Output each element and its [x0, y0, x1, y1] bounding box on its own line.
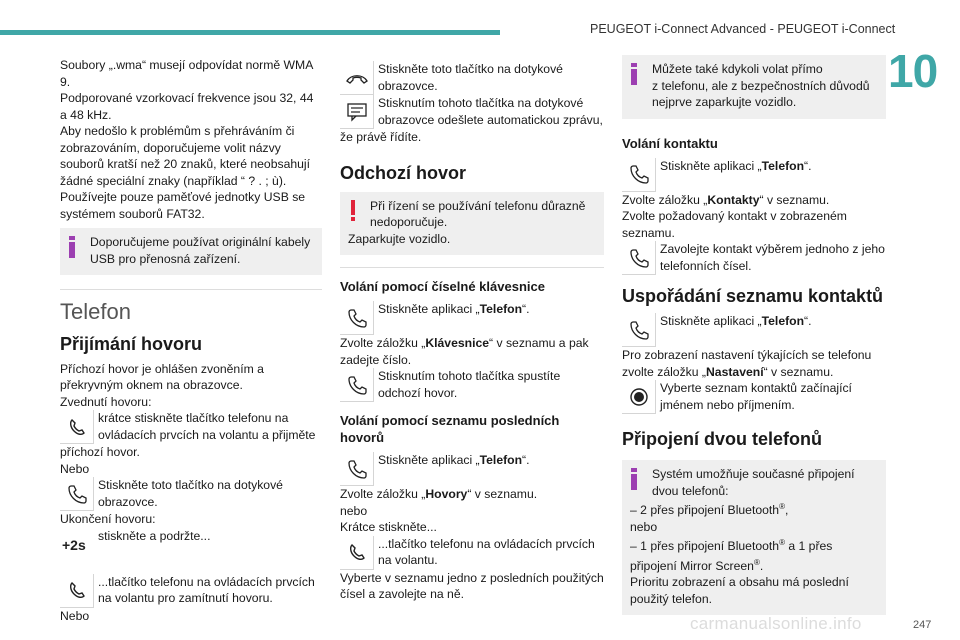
steering-phone-button-icon [340, 536, 374, 570]
info-box-two-phones: Systém umožňuje současné připojení dvou telefonů: – 2 přes připojení Bluetooth®, nebo – 1 přes připojení Bluetooth® a 1 přes připojení Mirror Screen®. Prioritu zobrazení a obsahu má poslední použitý telefon. [622, 460, 886, 615]
two-mirror: – 1 přes připojení Bluetooth® a 1 přes připojení Mirror Screen®. [630, 538, 833, 573]
phone-handset-icon [340, 452, 374, 486]
answer-step-wheel: krátce stiskněte tlačítko telefonu na ovládacích prvcích na volantu a přijměte [60, 410, 322, 444]
info-box-cables [60, 228, 322, 275]
sort-step-2: Pro zobrazení nastavení týkajících se telefonu zvolte záložku „Nastavení“ v seznamu. [622, 348, 872, 379]
press-hold-2s-icon [60, 528, 94, 562]
sms-step: Stisknutím tohoto tlačítka na dotykové obrazovce odešlete automatickou zprávu, [340, 95, 604, 129]
steering-phone-button-icon [60, 574, 94, 608]
contact-step-4: Zavolejte kontakt výběrem jednoho z jeho telefonních čísel. [622, 241, 886, 275]
column-2 [340, 61, 604, 603]
recent-step-1: Stiskněte aplikaci „Telefon“. [340, 452, 604, 486]
watermark: carmanualsonline.info [690, 614, 862, 633]
keypad-step-1: Stiskněte aplikaci „Telefon“. [340, 301, 604, 335]
recent-select: Vyberte v seznamu jedno z posledních použitých čísel a zavolejte na ně. [340, 570, 604, 601]
end-step-hold: +2s stiskněte a podržte... [60, 528, 322, 562]
phone-handset-icon [340, 301, 374, 335]
contact-step-3: Zvolte požadovaný kontakt v zobrazeném seznamu. [622, 209, 847, 240]
svg-text:+2s: +2s [62, 536, 86, 553]
or-label-3: nebo [340, 503, 368, 518]
end-label: Ukončení hovoru: [60, 512, 156, 526]
or-label-2: Nebo [60, 608, 90, 623]
hangup-step: Stiskněte toto tlačítko na dotykové obrazovce. [340, 61, 604, 95]
warning-box: Při řízení se používání telefonu důrazně nedoporučuje. Zaparkujte vozidlo. [340, 192, 604, 256]
steering-phone-button-icon [60, 410, 94, 444]
info-icon [69, 236, 75, 258]
filename-note: Aby nedošlo k problémům s přehráváním či zobrazováním, doporučujeme volit názvy souborů kratší než 20 znaků, které neobsahují žádné speciální znaky (například “ ? . ; ù). [60, 124, 310, 188]
recent-step-2: Zvolte záložku „Hovory“ v seznamu. [340, 487, 538, 501]
heading-receive-call: Přijímání hovoru [60, 333, 203, 354]
info-text: Doporučujeme používat originální kabely USB pro přenosná zařízení. [90, 235, 311, 266]
two-or: nebo [630, 519, 658, 534]
column-3 [622, 55, 886, 615]
heading-keypad-call: Volání pomocí číselné klávesnice [340, 279, 545, 294]
answer-step-wheel-cont: příchozí hovor. [60, 445, 140, 459]
info-box-direct-call: Můžete také kdykoli volat přímo z telefonu, ale z bezpečnostních důvodů nejprve zaparkujte vozidlo. [622, 55, 886, 119]
or-label: Nebo [60, 461, 90, 476]
short-press-label: Krátce stiskněte... [340, 520, 437, 534]
heading-recent-calls: Volání pomocí seznamu posledních hovorů [340, 413, 560, 445]
page-header-title: PEUGEOT i-Connect Advanced - PEUGEOT i-Connect [590, 22, 896, 36]
heading-sort-contacts: Uspořádání seznamu kontaktů [622, 286, 884, 306]
usb-note: Používejte pouze paměťové jednotky USB se systémem souborů FAT32. [60, 190, 306, 221]
chapter-number: 10 [888, 45, 938, 97]
phone-handset-icon [60, 477, 94, 511]
sms-step-cont: že právě řídíte. [340, 130, 422, 144]
heading-call-contact: Volání kontaktu [622, 135, 718, 151]
divider [340, 267, 604, 268]
contact-step-2: Zvolte záložku „Kontakty“ v seznamu. [622, 192, 830, 207]
answer-label: Zvednutí hovoru: [60, 394, 152, 409]
contact-step-1: Stiskněte aplikaci „Telefon“. [622, 158, 886, 192]
phone-handset-icon [622, 241, 656, 275]
message-icon [340, 95, 374, 129]
phone-handset-icon [622, 158, 656, 192]
sort-step-1: Stiskněte aplikaci „Telefon“. [622, 313, 886, 347]
two-priority: Prioritu zobrazení a obsahu má poslední použitý telefon. [630, 575, 849, 606]
receive-intro: Příchozí hovor je ohlášen zvoněním a překryvným oknem na obrazovce. [60, 361, 264, 392]
section-title-telefon: Telefon [60, 299, 131, 324]
end-step-wheel: ...tlačítko telefonu na ovládacích prvcích na volantu pro zamítnutí hovoru. [60, 574, 322, 608]
phone-hangup-icon [340, 61, 374, 95]
warning-text-2: Zaparkujte vozidlo. [348, 231, 451, 246]
phone-handset-icon [622, 313, 656, 347]
page-number: 247 [913, 619, 932, 631]
frequency-note: Podporované vzorkovací frekvence jsou 32, 44 a 48 kHz. [60, 91, 314, 122]
heading-two-phones: Připojení dvou telefonů [622, 429, 823, 449]
header-accent-bar [0, 30, 500, 35]
keypad-step-2: Zvolte záložku „Klávesnice“ v seznamu a pak zadejte číslo. [340, 336, 589, 367]
column-1 [60, 57, 322, 624]
keypad-step-3: Stisknutím tohoto tlačítka spustíte odchozí hovor. [340, 368, 604, 402]
sort-step-3: Vyberte seznam kontaktů začínající jménem nebo příjmením. [622, 380, 886, 414]
divider [60, 289, 322, 290]
warning-icon [351, 200, 355, 222]
recent-step-wheel: ...tlačítko telefonu na ovládacích prvcích na volantu. [340, 536, 604, 570]
wma-note: Soubory „.wma“ musejí odpovídat normě WMA 9. [60, 58, 313, 89]
info-icon [631, 63, 637, 85]
answer-step-screen: Stiskněte toto tlačítko na dotykové obrazovce. [60, 477, 322, 511]
two-bluetooth: – 2 přes připojení Bluetooth®, [630, 502, 789, 518]
radio-select-icon [622, 380, 656, 414]
phone-handset-icon [340, 368, 374, 402]
heading-outgoing-call: Odchozí hovor [340, 162, 466, 183]
info-icon [631, 468, 637, 490]
